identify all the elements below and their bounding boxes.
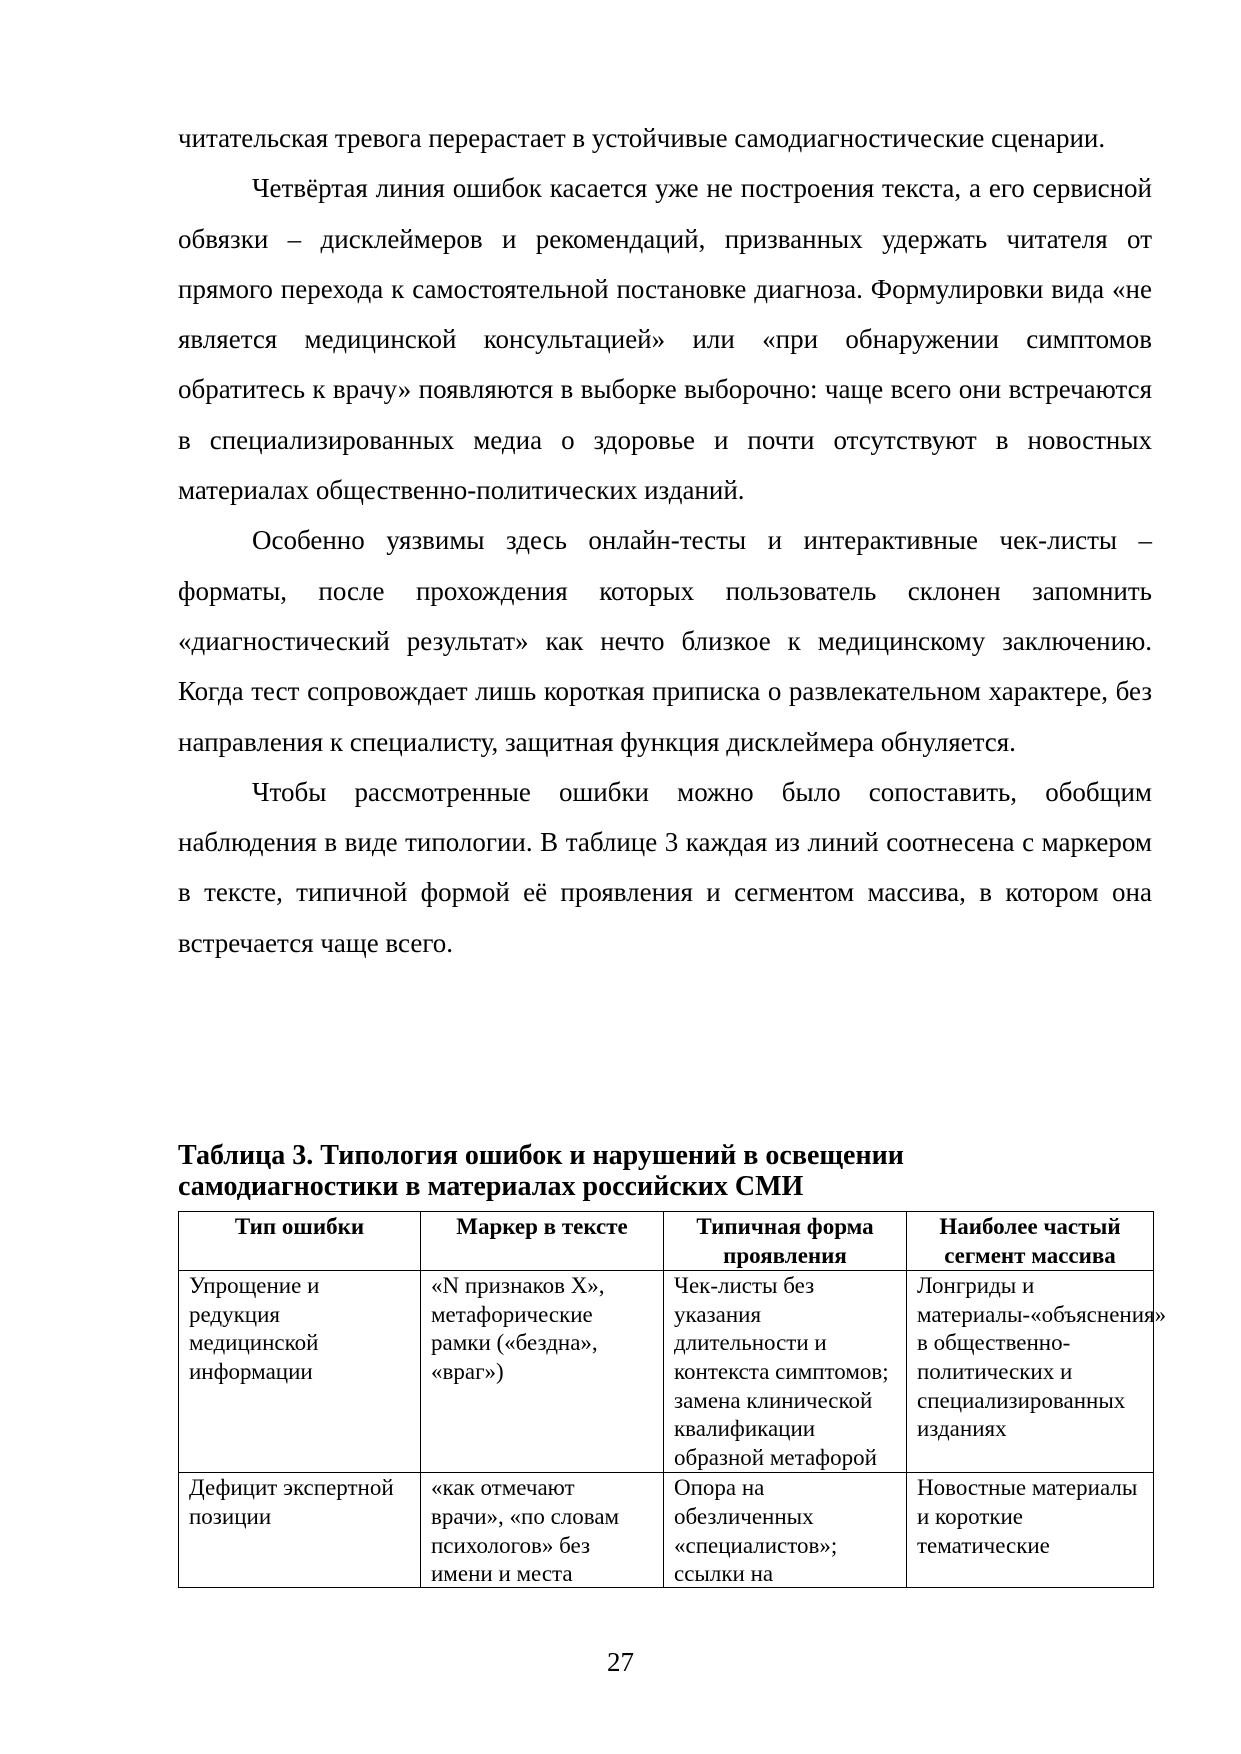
page-number: 27 [607, 1647, 634, 1677]
column-header-segment: Наиболее частый сегмент массива [907, 1212, 1154, 1271]
cell-text: «как отмечают врачи», «по словам психологов» без имени и места [431, 1475, 620, 1587]
column-header-typical-form: Типичная форма проявления [664, 1212, 907, 1271]
column-header-error-type: Тип ошибки [179, 1212, 421, 1271]
cell-text: Дефицит экспертной позиции [189, 1475, 394, 1529]
typology-table [178, 1211, 1167, 1588]
table-cell-error-type: Упрощение и редукция медицинской информации [179, 1271, 421, 1473]
table-cell-segment [907, 1473, 1154, 1588]
column-header-marker: Маркер в тексте [421, 1212, 664, 1271]
paragraph-online-tests: Особенно уязвимы здесь онлайн-тесты и интерактивные чек-листы – форматы, после прохождения которых пользователь склонен запомнить «диагностический результат» как нечто близкое к медицинскому заключению. Когда тест сопровождает лишь короткая приписка о развлекательном характере, без направления к специалисту, защитная функция дисклеймера обнуляется. [178, 525, 1152, 757]
table-header-row [179, 1212, 1154, 1271]
table-caption-line-1: Таблица 3. Типология ошибок и нарушений в освещении [178, 1140, 904, 1171]
table-cell-typical-form: Чек-листы без указания длительности и контекста симптомов; замена клинической квалификации образной метафорой [664, 1271, 907, 1473]
table-cell-typical-form [664, 1473, 907, 1588]
table-cell-marker [421, 1473, 664, 1588]
table-caption [178, 1140, 1152, 1202]
cell-text: Опора на обезличенных «специалистов»; ссылки на [674, 1475, 838, 1587]
table-row [179, 1473, 1154, 1588]
paragraph-disclaimers: Четвёртая линия ошибок касается уже не построения текста, а его сервисной обвязки – дисклеймеров и рекомендаций, призванных удержать читателя от прямого перехода к самостоятельной постановке диагноза. Формулировки вида «не является медицинской консультацией» или «при обнаружении симптомов обратитесь к врачу» появляются в выборке выборочно: чаще всего они встречаются в специализированных медиа о здоровье и почти отсутствуют в новостных материалах общественно-политических изданий. [178, 173, 1152, 506]
paragraph-continuation: читательская тревога перерастает в устойчивые самодиагностические сценарии. [178, 123, 1106, 153]
table-row [179, 1271, 1154, 1473]
table-cell-marker: «N признаков X», метафорические рамки («бездна», «враг») [421, 1271, 664, 1473]
body-text [178, 113, 1152, 968]
table-cell-segment: Лонгриды и материалы-«объяснения» в общественно-политических и специализированных изданиях [907, 1271, 1154, 1473]
cell-text: Новостные материалы и короткие тематические [917, 1475, 1138, 1558]
paragraph-typology-intro: Чтобы рассмотренные ошибки можно было сопоставить, обобщим наблюдения в виде типологии. В таблице 3 каждая из линий соотнесена с маркером в тексте, типичной формой её проявления и сегментом массива, в котором она встречается чаще всего. [178, 776, 1152, 958]
table-caption-line-2: самодиагностики в материалах российских СМИ [178, 1171, 804, 1202]
table-cell-error-type [179, 1473, 421, 1588]
